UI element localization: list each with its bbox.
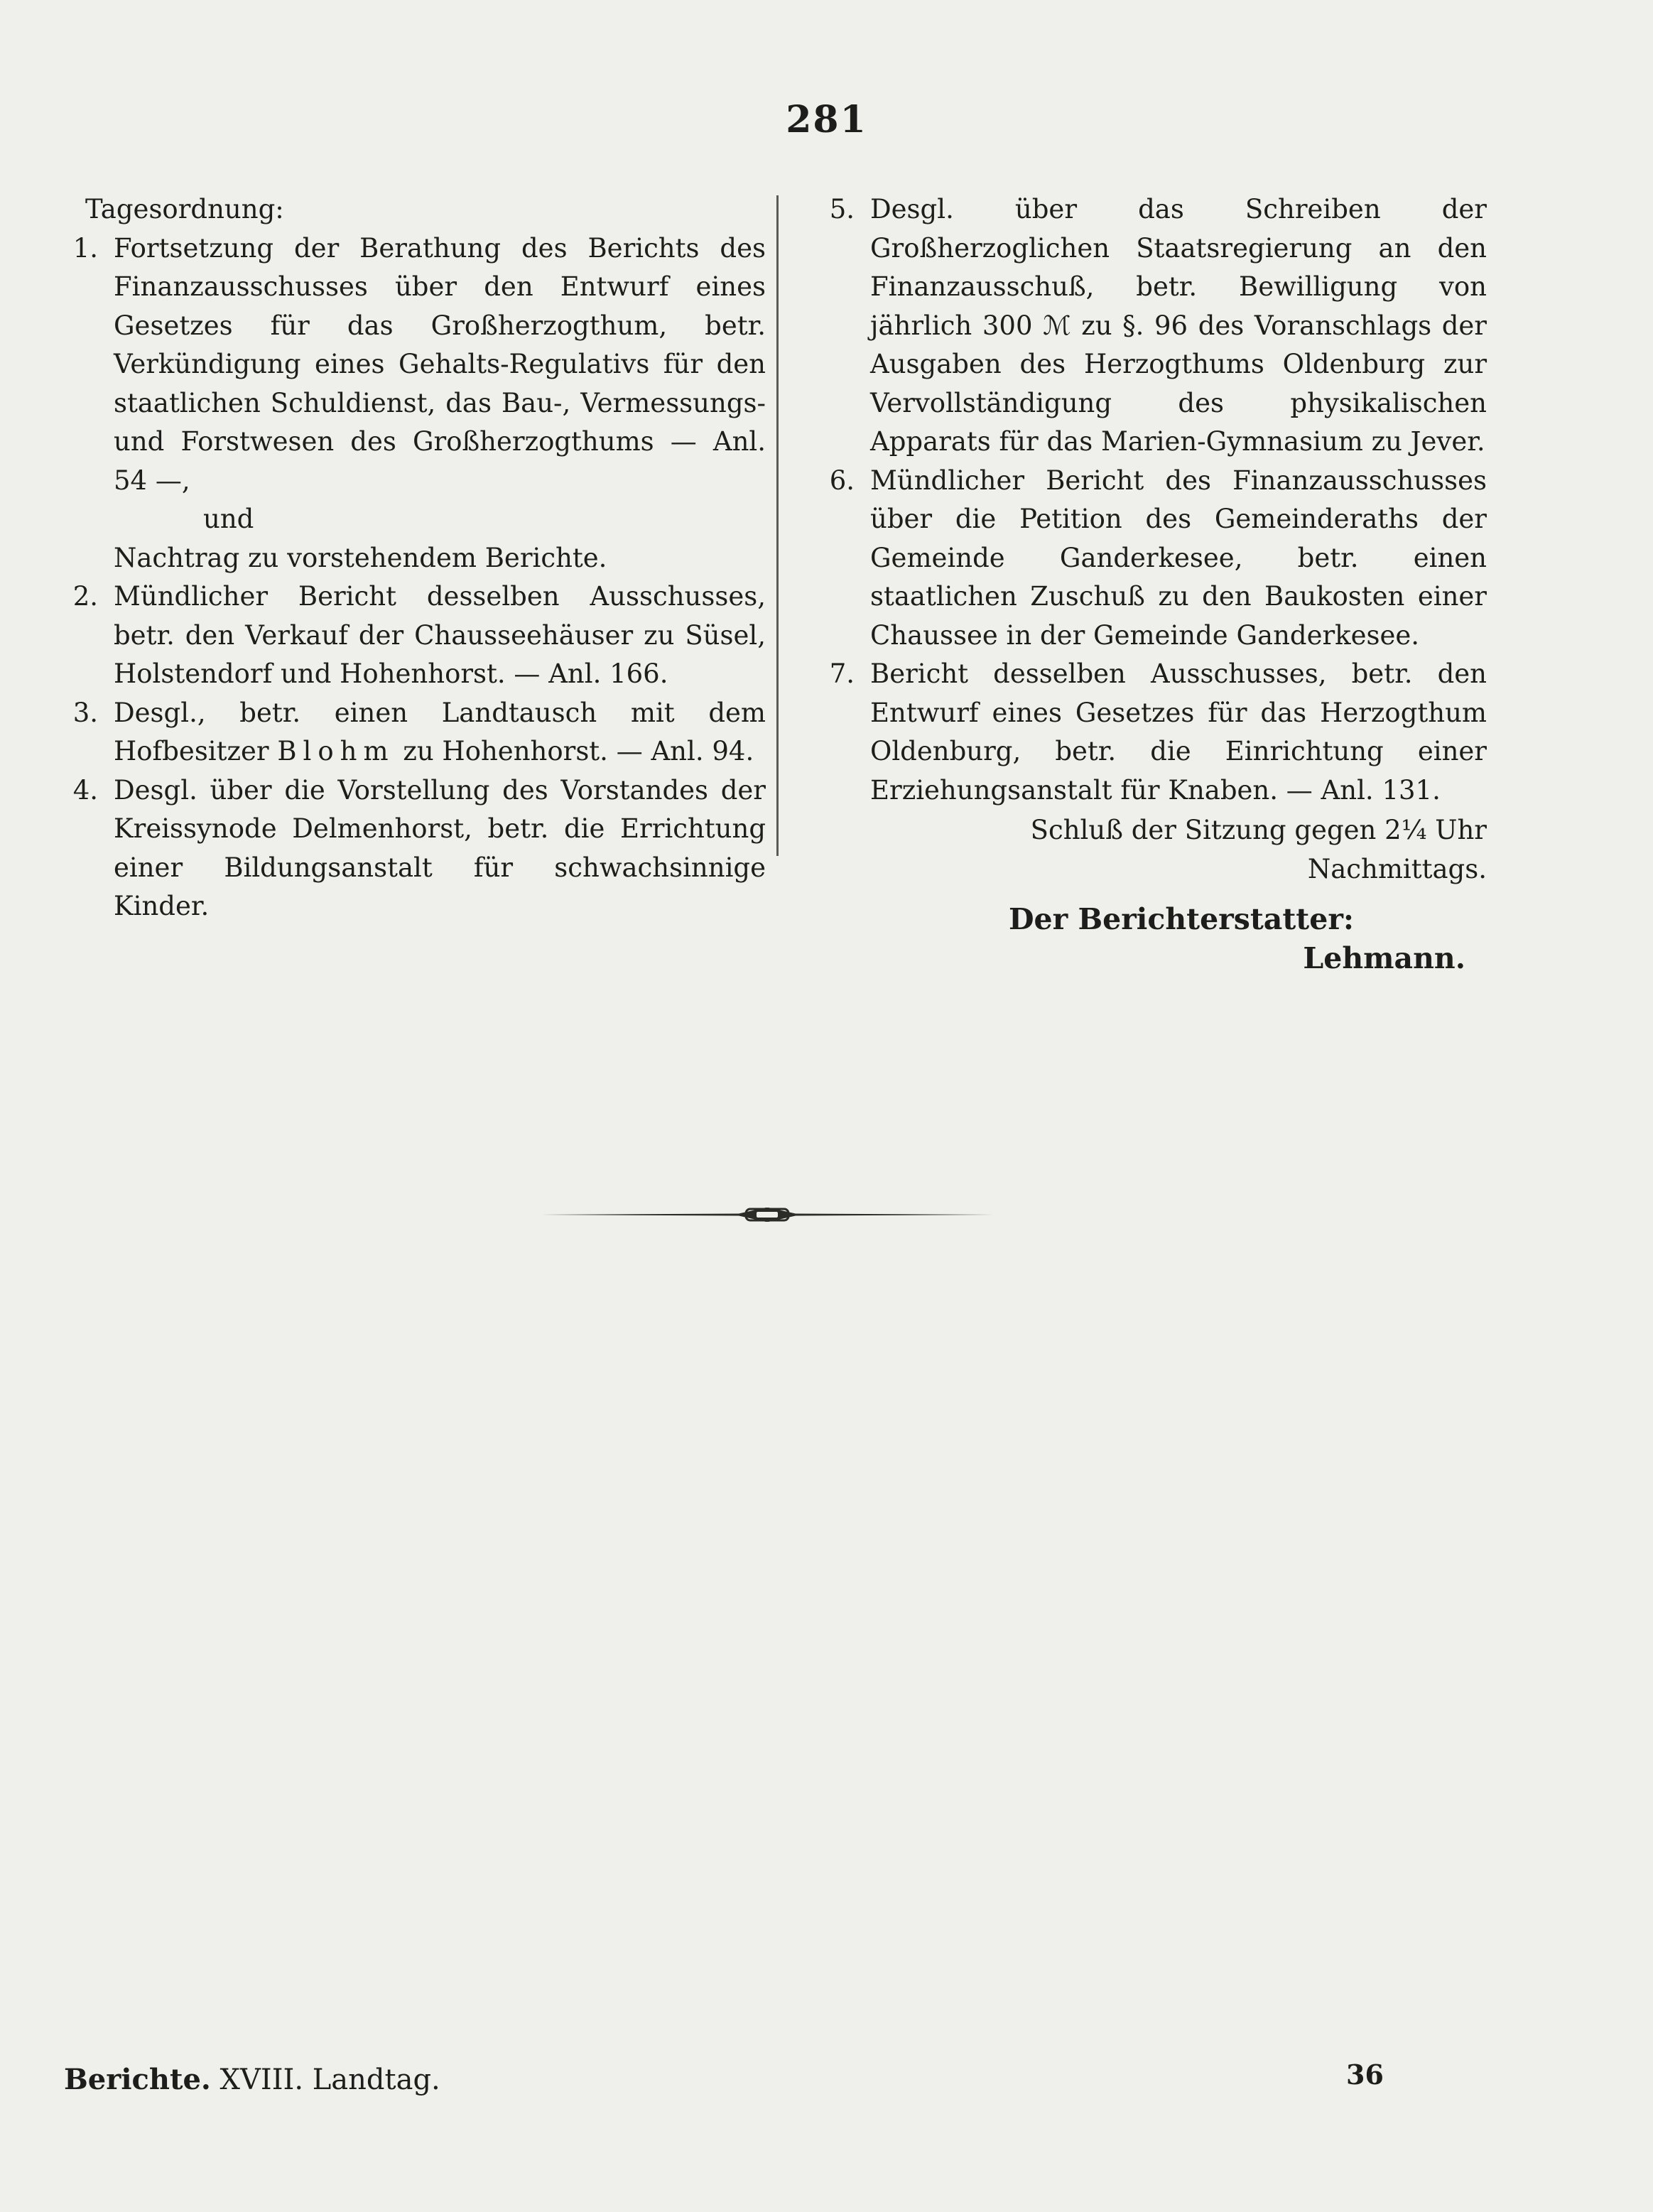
ornament-divider [540,1200,994,1229]
footer-sheet-number: 36 [1346,2059,1384,2091]
agenda-item-3 [70,694,766,771]
item-text: Bericht desselben Ausschusses, betr. den Entwurf eines Gesetzes für das Herzogthum Oldenburg, betr. die Einrichtung einer Erziehungsanstalt für Knaben. — Anl. 131. [870,658,1487,806]
item-text: zu Hohenhorst. — Anl. 94. [403,736,754,766]
item-number: 2. [72,581,98,612]
agenda-item-1 [70,229,766,501]
item-number: 5. [829,194,855,224]
rapporteur-label: Der Berichterstatter: [1008,902,1355,936]
item-1-nachtrag: Nachtrag zu vorstehendem Berichte. [114,542,607,573]
right-column [826,190,1487,977]
item-number: 4. [72,774,98,806]
person-name: Blohm [277,736,395,766]
item-number: 1. [72,232,98,264]
item-text: Mündlicher Bericht des Finanzausschusses über die Petition des Gemeinderaths der Gemeinde Ganderkesee, betr. einen staatlichen Zuschuß zu den Baukosten einer Chaussee in der Gemeinde Ganderkesee. [870,465,1487,651]
item-text: Fortsetzung der Berathung des Berichts des Finanzausschusses über den Entwurf eines Gesetzes für das Großherzogthum, betr. Verkündigung eines Gehalts-Regulativs für den staatlichen Schuldienst, das Bau-, Vermessungs- und Forstwesen des Großherzogthums — Anl. 54 —, [114,232,766,496]
footer-session: XVIII. Landtag. [220,2064,440,2096]
footer-source [64,2063,440,2096]
agenda-item-2 [70,578,766,694]
agenda-item-5 [826,190,1487,462]
item-text: Desgl. über die Vorstellung des Vorstandes der Kreissynode Delmenhorst, betr. die Errichtung einer Bildungsanstalt für schwachsinnige Kinder. [114,774,766,921]
item-number: 3. [72,697,98,728]
item-text: Desgl. über das Schreiben der Großherzoglichen Staatsregierung an den Finanzausschuß, betr. Bewilligung von jährlich 300 ℳ zu §. 96 des Voranschlags der Ausgaben des Herzogthums Oldenburg zur Vervollständigung des physikalischen Apparats für das Marien-Gymnasium zu Jever. [870,194,1487,457]
agenda-item-4 [70,771,766,926]
rapporteur-name: Lehmann. [1303,940,1465,975]
agenda-item-7 [826,655,1487,810]
item-1-und: und [203,504,254,534]
item-text: Desgl., betr. einen Landtausch mit dem Hofbesitzer [114,697,766,766]
agenda-label: Tagesordnung: [85,194,284,224]
column-divider [776,195,779,856]
item-number: 6. [829,465,855,496]
item-text: Mündlicher Bericht desselben Ausschusses, betr. den Verkauf der Chausseehäuser zu Süsel, Holstendorf und Hohenhorst. — Anl. 166. [114,581,766,689]
footer-berichte: Berichte. [64,2063,211,2096]
left-column [70,190,766,926]
page-number: 281 [786,98,867,141]
closing-line: Schluß der Sitzung gegen 2¼ Uhr Nachmittags. [1030,815,1487,884]
item-number: 7. [829,658,855,689]
agenda-item-6 [826,462,1487,656]
